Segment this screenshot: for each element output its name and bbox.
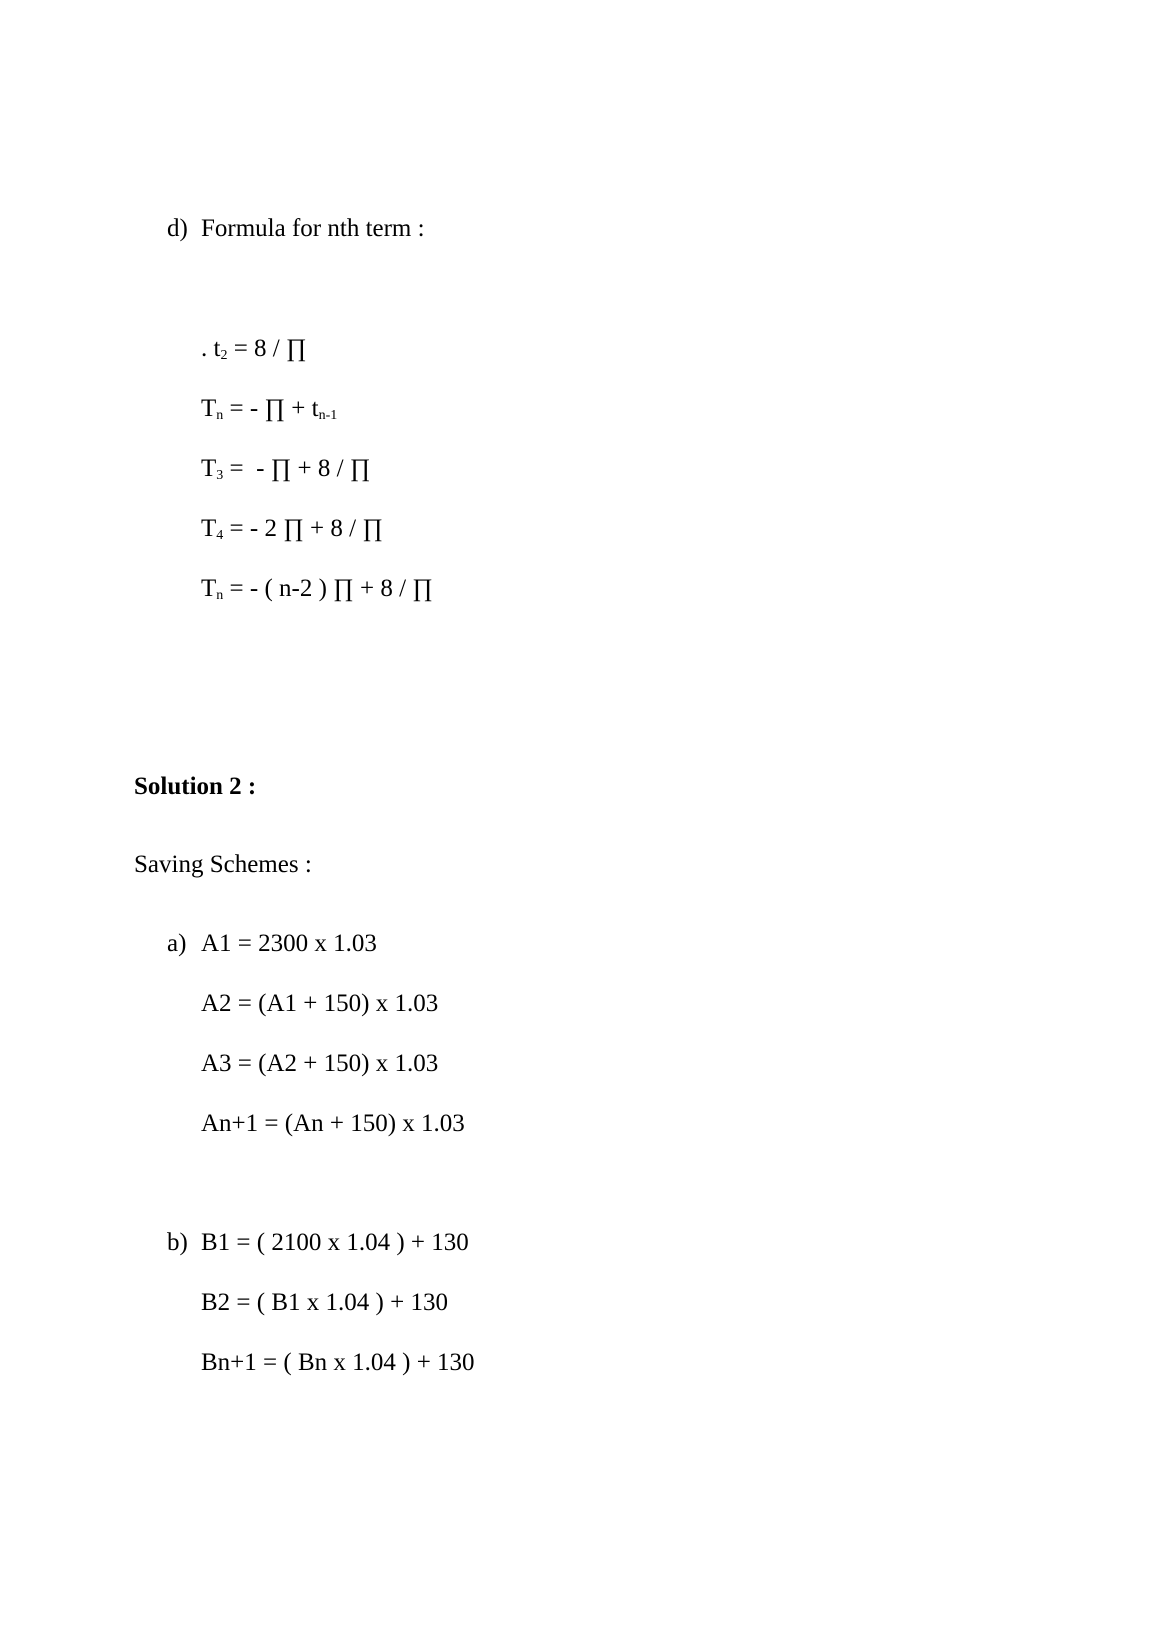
- formula-tn-general: $T_n$ = - ( n-2 ) ∏ + 8 / ∏: [201, 575, 433, 603]
- list-marker-d: d): [167, 215, 188, 242]
- formula-bn1: Bn+1 = ( Bn x 1.04 ) + 130: [201, 1349, 475, 1376]
- list-marker-b: b): [167, 1229, 188, 1256]
- formula-tn-recursive: $T_n$ = - ∏ + $t_{n-1}$: [201, 395, 338, 423]
- formula-t4: $T_4$ = - 2 ∏ + 8 / ∏: [201, 515, 383, 543]
- solution-2-title: Solution 2 :: [134, 773, 257, 800]
- formula-an1: An+1 = (An + 150) x 1.03: [201, 1110, 465, 1137]
- formula-t3: $T_3$ = - ∏ + 8 / ∏: [201, 455, 371, 483]
- part-d-heading: Formula for nth term :: [201, 215, 425, 242]
- saving-schemes-subtitle: Saving Schemes :: [134, 851, 312, 878]
- formula-a2: A2 = (A1 + 150) x 1.03: [201, 990, 439, 1017]
- formula-b2: B2 = ( B1 x 1.04 ) + 130: [201, 1289, 448, 1316]
- list-marker-a: a): [167, 930, 187, 957]
- formula-t2: . $t_2 = 8$ / ∏: [201, 335, 307, 363]
- formula-b1: B1 = ( 2100 x 1.04 ) + 130: [201, 1229, 469, 1256]
- formula-a1: A1 = 2300 x 1.03: [201, 930, 377, 957]
- formula-a3: A3 = (A2 + 150) x 1.03: [201, 1050, 439, 1077]
